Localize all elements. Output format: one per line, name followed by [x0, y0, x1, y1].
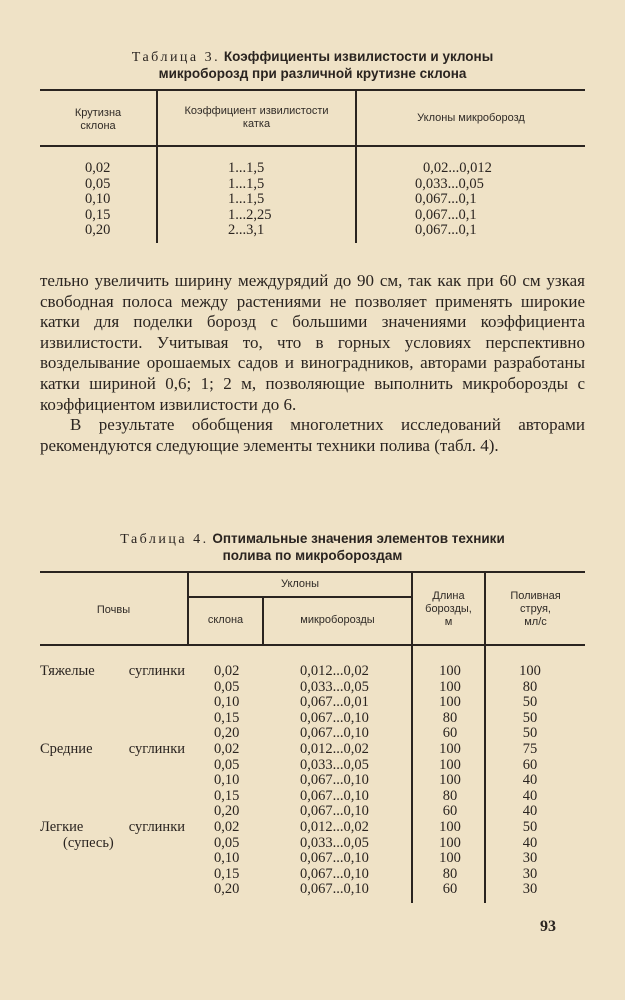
table-cell: 0,033...0,05 — [415, 175, 484, 192]
table4-soil-medium: Средние суглинки — [40, 741, 185, 757]
table-cell: 1...2,25 — [228, 206, 272, 223]
table-cell: 0,012...0,02 — [300, 663, 369, 679]
table4-col-stream — [500, 664, 560, 898]
paragraph-2: В результате обобщения многолетних исследований авторами рекомендуются следующие элементы техники полива (табл. 4). — [40, 415, 585, 455]
table3-col-coef — [228, 161, 272, 239]
table-cell: 0,05 — [214, 834, 240, 851]
table-cell: 80 — [522, 678, 538, 695]
table-cell: 0,067...0,10 — [300, 803, 369, 820]
table4-header-slope: склона — [207, 614, 244, 626]
table-cell: 0,067...0,01 — [300, 694, 369, 711]
table4-soil-light-line2: (супесь) — [63, 835, 114, 851]
table-cell: 0,012...0,02 — [300, 818, 369, 835]
table3-header-coef-line2: катка — [242, 118, 271, 130]
table3-header-rule — [40, 145, 585, 147]
table3-header-slope — [40, 107, 156, 133]
table-cell: 0,012...0,02 — [300, 740, 369, 757]
table-cell: 0,10 — [214, 694, 240, 711]
table-cell: 1...1,5 — [228, 175, 265, 192]
table-cell: 40 — [522, 834, 538, 851]
table4-soil-light: Легкие суглинки — [40, 819, 185, 835]
table3-header-slope-line2: склона — [80, 120, 116, 132]
table-cell: 40 — [522, 803, 538, 820]
table-cell: 0,15 — [85, 206, 111, 223]
table-cell: 0,02 — [214, 663, 240, 679]
table3-header-slope-line1: Крутизна — [74, 107, 122, 119]
table4-col-length — [420, 664, 480, 898]
table-cell: 30 — [522, 881, 538, 898]
table4-header-length-line3: м — [444, 616, 453, 628]
table-cell: 0,15 — [214, 787, 240, 804]
table4-header-stream-line1: Поливная — [510, 590, 561, 602]
table4-title-line2: полива по микробороздам — [222, 548, 403, 563]
table-cell: 0,20 — [85, 222, 111, 239]
table-cell: 0,10 — [214, 850, 240, 867]
table3-col-furrow — [415, 161, 492, 239]
table-cell: 0,20 — [214, 725, 240, 742]
table-cell: 0,067...0,10 — [300, 865, 369, 882]
table-cell: 100 — [439, 740, 461, 757]
table-cell: 0,067...0,1 — [415, 206, 477, 223]
table-cell: 0,033...0,05 — [300, 834, 369, 851]
table4-soil-heavy: Тяжелые суглинки — [40, 663, 185, 679]
table4-header-furrow: микроборозды — [300, 614, 375, 626]
table-cell: 50 — [522, 725, 538, 742]
table-cell: 0,067...0,10 — [300, 787, 369, 804]
table-cell: 0,02 — [214, 818, 240, 835]
table-cell: 0,02 — [85, 160, 111, 176]
table-cell: 100 — [439, 663, 461, 679]
table-cell: 40 — [522, 772, 538, 789]
table4-col-furrow — [300, 664, 369, 898]
table4-header-slopes: Уклоны — [280, 578, 320, 590]
table-cell: 80 — [442, 709, 458, 726]
table-cell: 0,067...0,10 — [300, 881, 369, 898]
table3-header-coef — [158, 105, 355, 131]
table-cell: 50 — [522, 694, 538, 711]
table3-col-slope — [85, 161, 110, 239]
table4-header-length-line1: Длина — [432, 590, 465, 602]
table4-slopes-rule — [188, 596, 412, 598]
table-cell: 0,10 — [85, 191, 111, 208]
table-cell: 40 — [522, 787, 538, 804]
table-cell: 50 — [522, 818, 538, 835]
table-cell: 0,033...0,05 — [300, 678, 369, 695]
table4-header-length — [413, 590, 484, 629]
table4-title — [40, 530, 585, 548]
table-cell: 0,067...0,1 — [415, 222, 477, 239]
table3-header-coef-line1: Коэффициент извилистости — [184, 105, 329, 117]
table-cell: 0,067...0,10 — [300, 709, 369, 726]
table-cell: 60 — [442, 803, 458, 820]
table-cell: 0,05 — [85, 175, 111, 192]
table4-header-stream-line3: мл/с — [524, 616, 547, 628]
table-cell: 60 — [442, 725, 458, 742]
table3-header-furrow: Уклоны микроборозд — [417, 112, 525, 124]
table-cell: 1...1,5 — [228, 191, 265, 208]
table4-header-rule — [40, 644, 585, 646]
table-cell: 30 — [522, 850, 538, 867]
paragraph-1: тельно увеличить ширину междурядий до 90 см, так как при 60 см узкая свободная полоса между растениями не позволяет применять широкие катки для поделки борозд с большими значениями коэффициента извилистости. Учитывая то, что в горных условиях перспективно возделывание орошаемых садов и виноградников, авторами разработаны катки шириной 0,6; 1; 2 м, позволяющие выполнить микроборозды с коэффициентом извилистости до 6. — [40, 271, 585, 414]
table-cell: 1...1,5 — [228, 160, 265, 176]
table-cell: 0,05 — [214, 756, 240, 773]
table3-top-rule — [40, 89, 585, 91]
table-cell: 50 — [522, 709, 538, 726]
table3-title — [40, 48, 585, 66]
table4-number: Таблица 4. — [120, 532, 209, 547]
table-cell: 80 — [442, 787, 458, 804]
table-cell: 0,02 — [214, 740, 240, 757]
table-cell: 100 — [439, 850, 461, 867]
table4-header-stream — [486, 590, 585, 629]
table-cell: 100 — [439, 818, 461, 835]
table-cell: 60 — [522, 756, 538, 773]
table4-top-rule — [40, 571, 585, 573]
table-cell: 0,02...0,012 — [423, 160, 492, 176]
table3-number: Таблица 3. — [131, 50, 221, 65]
table-cell: 0,15 — [214, 865, 240, 882]
table-cell: 0,20 — [214, 803, 240, 820]
page-number: 93 — [540, 918, 556, 935]
table-cell: 75 — [522, 740, 538, 757]
table-cell: 60 — [442, 881, 458, 898]
table-cell: 100 — [439, 756, 461, 773]
table-cell: 100 — [439, 772, 461, 789]
table4-header-soils: Почвы — [96, 604, 131, 616]
table-cell: 0,033...0,05 — [300, 756, 369, 773]
table-cell: 100 — [439, 834, 461, 851]
table-cell: 0,067...0,10 — [300, 725, 369, 742]
table-cell: 100 — [439, 694, 461, 711]
table3-title-text: Коэффициенты извилистости и уклоны — [223, 49, 494, 64]
table3-title-line2: микроборозд при различной крутизне склона — [158, 66, 467, 81]
table4-header-stream-line2: струя, — [520, 603, 551, 615]
table-cell: 0,05 — [214, 678, 240, 695]
table-cell: 0,067...0,10 — [300, 772, 369, 789]
table4-col-slope — [214, 664, 239, 898]
table-cell: 30 — [522, 865, 538, 882]
table-cell: 2...3,1 — [228, 222, 265, 239]
table-cell: 0,067...0,10 — [300, 850, 369, 867]
table4-title-text: Оптимальные значения элементов техники — [212, 531, 505, 546]
table-cell: 100 — [439, 678, 461, 695]
table-cell: 100 — [519, 663, 541, 679]
body-text — [40, 271, 585, 456]
table-cell: 0,10 — [214, 772, 240, 789]
table-cell: 0,067...0,1 — [415, 191, 477, 208]
table-cell: 0,15 — [214, 709, 240, 726]
table-cell: 0,20 — [214, 881, 240, 898]
table4-header-length-line2: борозды, — [425, 603, 472, 615]
table-cell: 80 — [442, 865, 458, 882]
